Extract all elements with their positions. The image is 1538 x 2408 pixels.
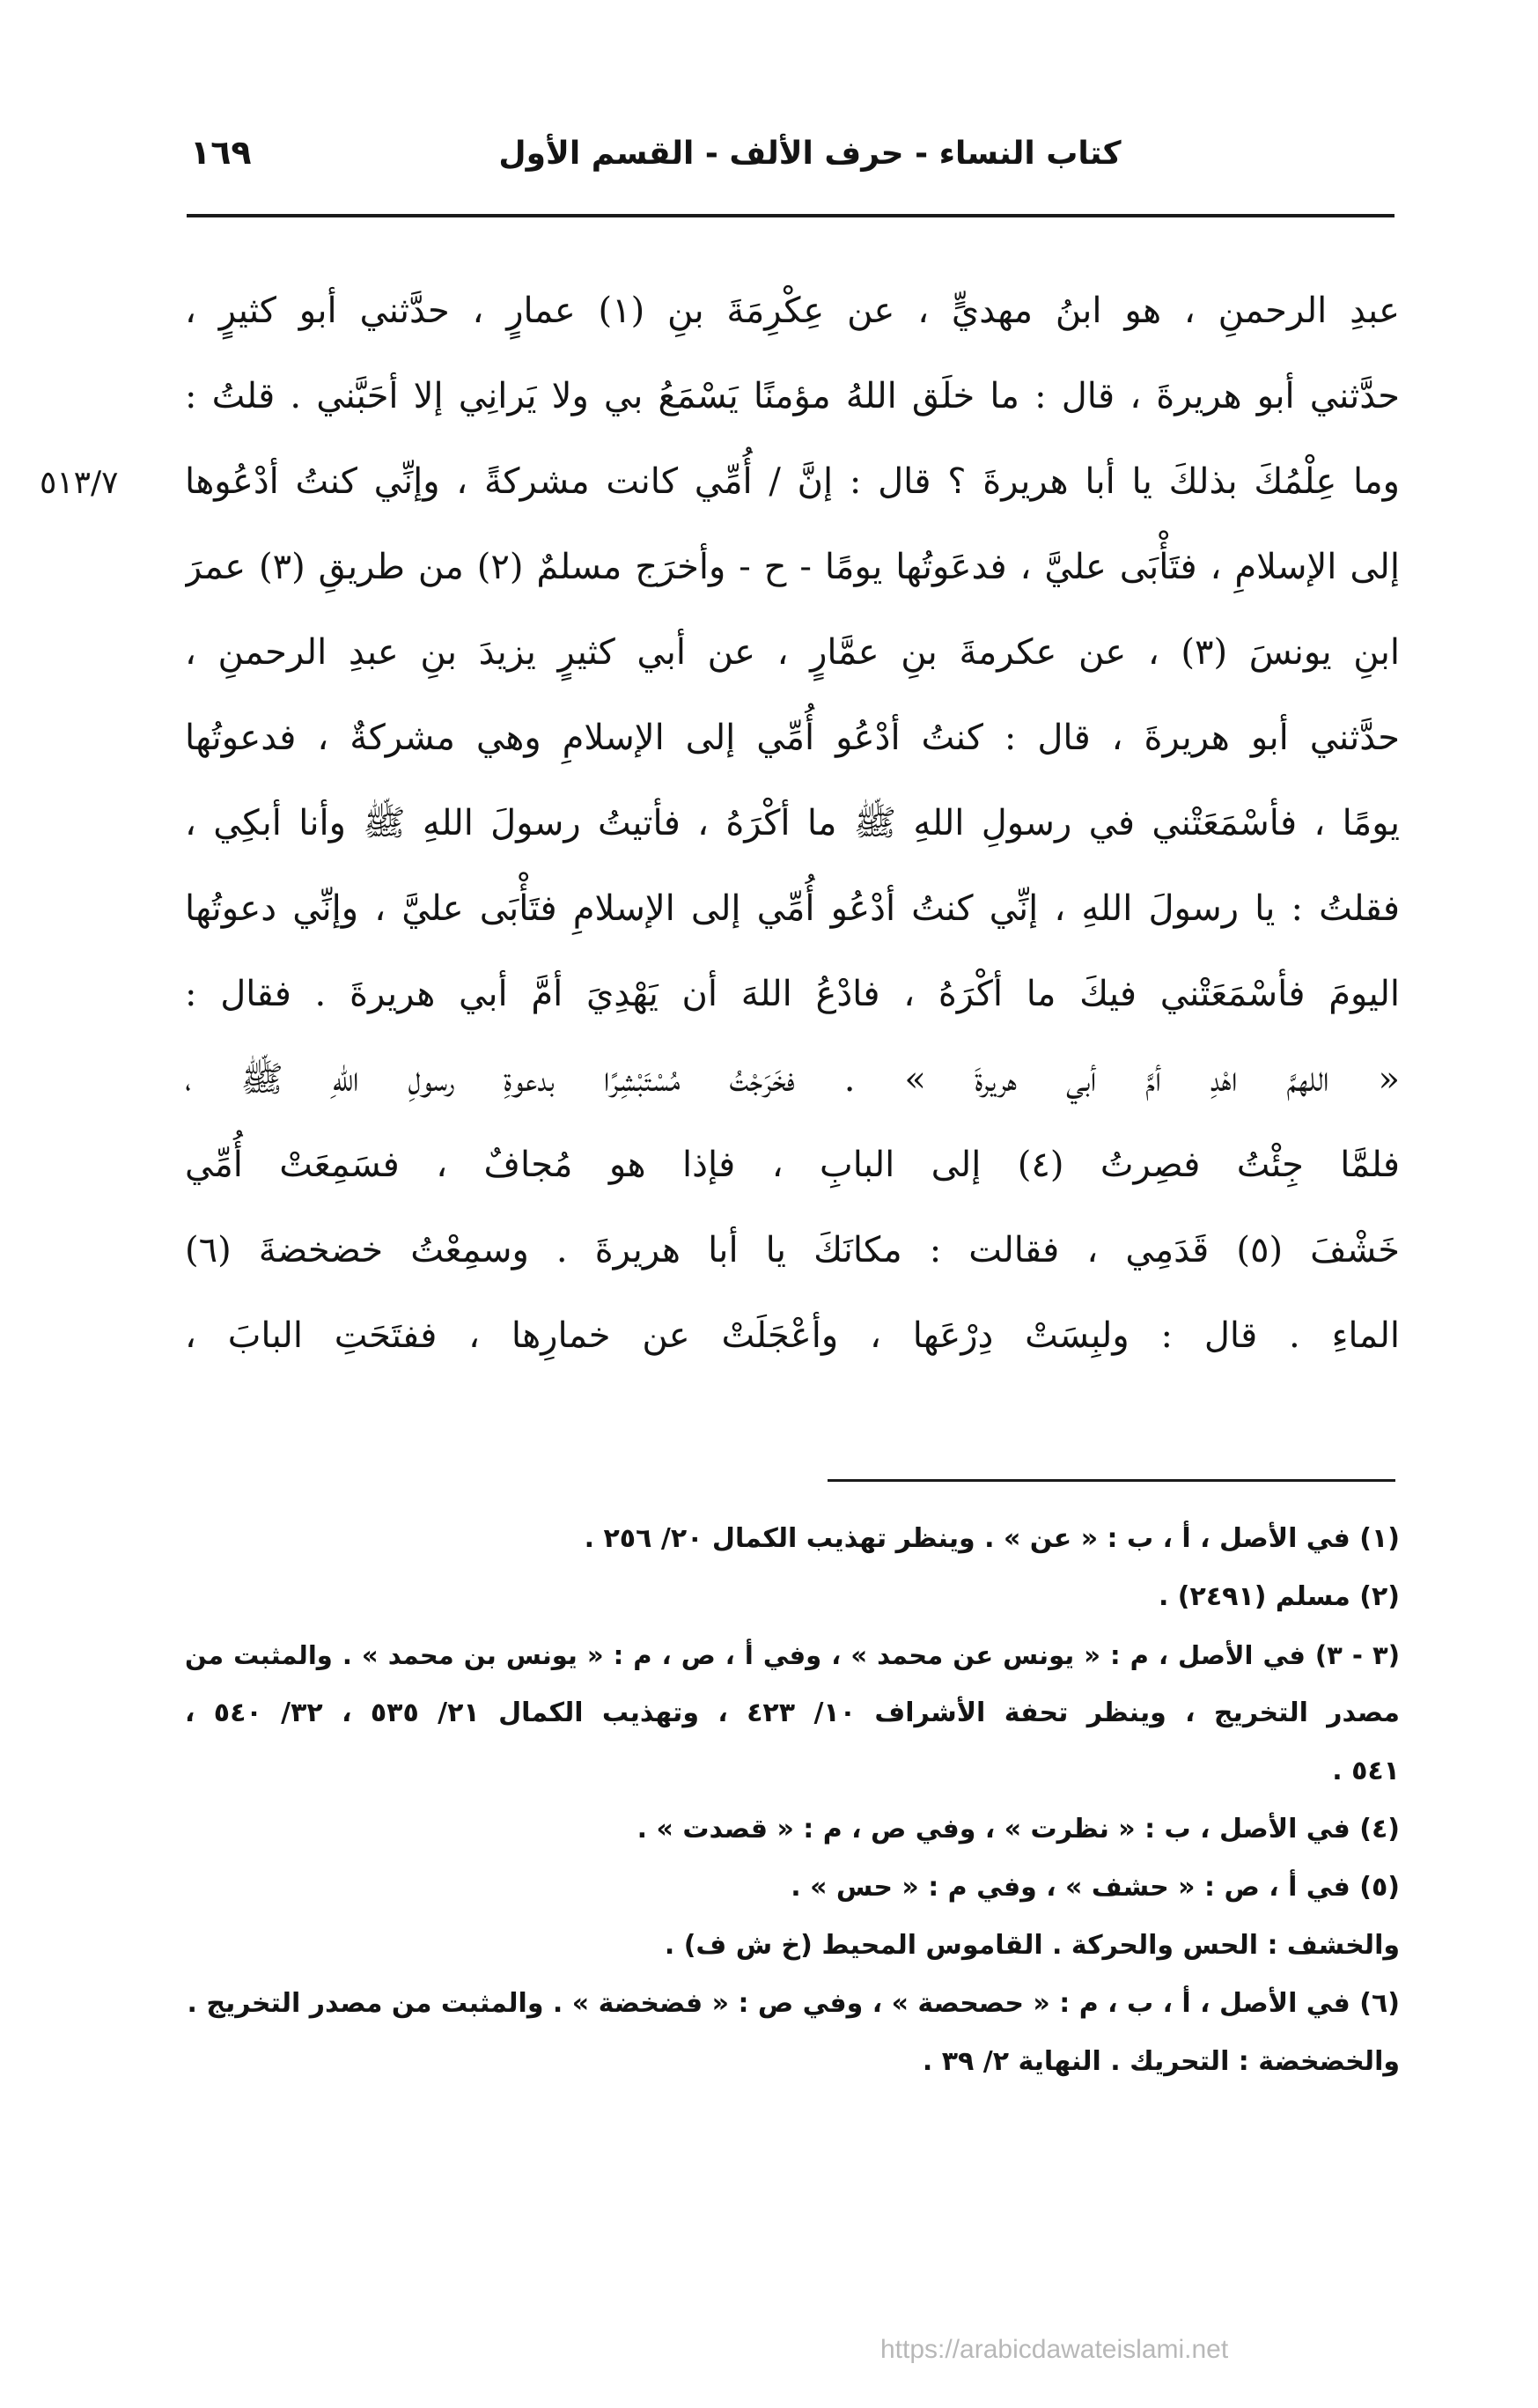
body-line: وما عِلْمُكَ بذلكَ يا أبا هريرةَ ؟ قال : إنَّ / أُمِّي كانت مشركةً ، وإنِّي كنتُ أدْعُوها [185,461,1400,502]
body-line: خَشْفَ (٥) قَدَمِي ، فقالت : مكانَكَ يا أبا هريرةَ . وسمِعْتُ خضخضةَ (٦) [185,1230,1400,1270]
footnote-3: (٣ - ٣) في الأصل ، م : « يونس عن محمد » ، وفي أ ، ص ، م : « يونس بن محمد » . والمثبت من [185,1640,1400,1670]
body-line: إلى الإسلامِ ، فتَأْبَى عليَّ ، فدعَوتُها يومًا - ح - وأخرَج مسلمٌ (٢) من طريقِ (٣) عمرَ [185,547,1400,587]
footnote-5-gloss: والخشف : الحس والحركة . القاموس المحيط (خ ش ف) . [664,1930,1400,1961]
footnote-3-continued: مصدر التخريج ، وينظر تحفة الأشراف ١٠/ ٤٢٣ ، وتهذيب الكمال ٢١/ ٥٣٥ ، ٣٢/ ٥٤٠ ، [185,1697,1400,1728]
body-line: اليومَ فأسْمَعَتْني فيكَ ما أكْرَهُ ، فادْعُ اللهَ أن يَهْدِيَ أمَّ أبي هريرةَ . فقال : [185,974,1400,1014]
margin-reference: ٥١٣/٧ [40,465,119,501]
footnotes [185,1510,1400,2091]
body-line: يومًا ، فأسْمَعَتْني في رسولِ اللهِ ﷺ ما أكْرَهُ ، فأتيتُ رسولَ اللهِ ﷺ وأنا أبكِي ، [185,803,1400,843]
footnote-2: (٢) مسلم (٢٤٩١) . [1158,1581,1400,1612]
footnote-separator [828,1479,1395,1482]
footnote-4: (٤) في الأصل ، ب : « نظرت » ، وفي ص ، م : « قصدت » . [637,1814,1400,1845]
footnote-1: (١) في الأصل ، أ ، ب : « عن » . وينظر تهذيب الكمال ٢٠/ ٢٥٦ . [584,1523,1400,1554]
body-line: فقلتُ : يا رسولَ اللهِ ، إنِّي كنتُ أدْعُو أُمِّي إلى الإسلامِ فتَأْبَى عليَّ ، وإنِّي دعوتُها [185,888,1400,929]
page-number: ١٦٩ [190,133,252,172]
body-line: حدَّثني أبو هريرةَ ، قال : كنتُ أدْعُو أُمِّي إلى الإسلامِ وهي مشركةٌ ، فدعوتُها [185,718,1400,758]
body-line: ابنِ يونسَ (٣) ، عن عكرمةَ بنِ عمَّارٍ ، عن أبي كثيرٍ يزيدَ بنِ عبدِ الرحمنِ ، [185,632,1400,673]
body-line: الماءِ . قال : ولبِسَتْ دِرْعَها ، وأعْجَلَتْ عن خمارِها ، ففتَحَتِ البابَ ، [185,1315,1400,1356]
body-line: عبدِ الرحمنِ ، هو ابنُ مهديٍّ ، عن عِكْرِمَةَ بنِ (١) عمارٍ ، حدَّثني أبو كثيرٍ ، [185,291,1400,331]
footnote-6-gloss: والخضخضة : التحريك . النهاية ٢/ ٣٩ . [922,2046,1400,2077]
footnote-3-continued: ٥٤١ . [1332,1756,1400,1786]
body-line: فلمَّا جِئْتُ فصِرتُ (٤) إلى البابِ ، فإذا هو مُجافٌ ، فسَمِعَتْ أُمِّي [185,1145,1400,1185]
running-title: كتاب النساء - حرف الألف - القسم الأول [498,136,1122,172]
footnote-5: (٥) في أ ، ص : « حشف » ، وفي م : « حس » . [791,1872,1400,1903]
body-line: « اللهمَّ اهْدِ أمَّ أبي هريرةَ » . فخَرَجْتُ مُسْتَبْشِرًا بدعوةِ رسولِ اللهِ ﷺ ، [185,1059,1400,1100]
footnote-6: (٦) في الأصل ، أ ، ب ، م : « حصحصة » ، وفي ص : « فضخضة » . والمثبت من مصدر التخريج . [187,1988,1400,2019]
main-text [185,269,1400,1379]
header-rule [187,214,1395,217]
watermark-url: https://arabicdawateislami.net [880,2335,1229,2364]
body-line: حدَّثني أبو هريرةَ ، قال : ما خلَق اللهُ مؤمنًا يَسْمَعُ بي ولا يَرانِي إلا أحَبَّني . قلتُ : [185,376,1400,416]
